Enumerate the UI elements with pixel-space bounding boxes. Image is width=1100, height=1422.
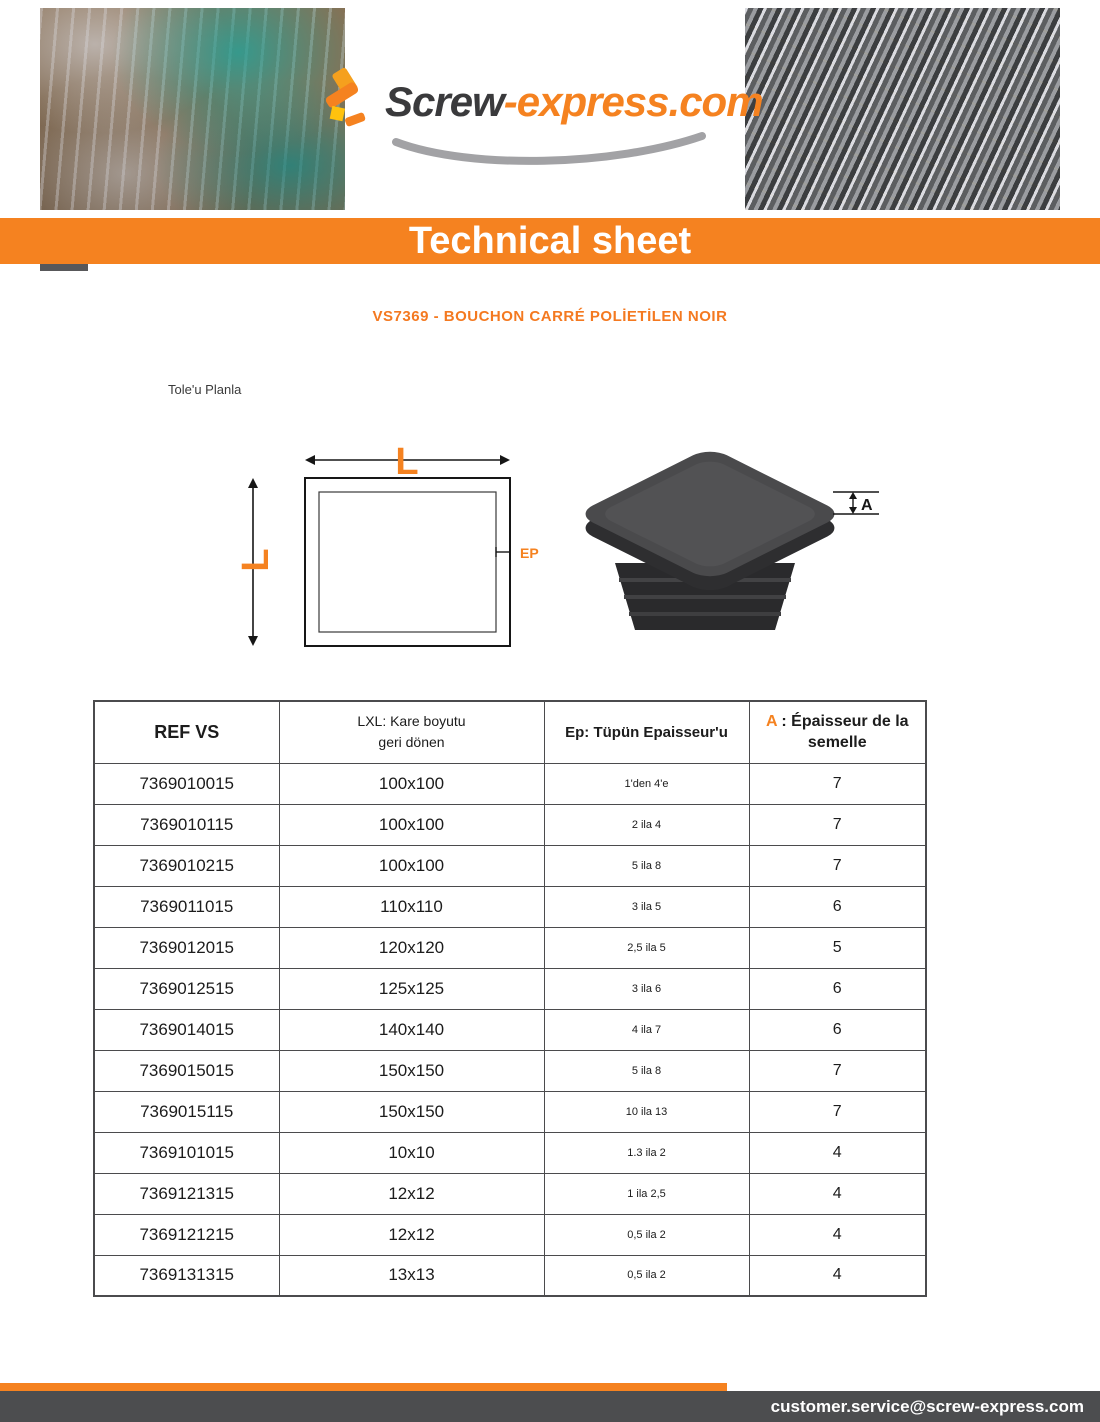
table-cell: 100x100 (279, 845, 544, 886)
table-cell: 4 ila 7 (544, 1009, 749, 1050)
header-sole-rest: : Épaisseur de la semelle (776, 712, 909, 752)
tools-icon (317, 63, 381, 141)
table-cell: 3 ila 5 (544, 886, 749, 927)
header-ref: REF VS (94, 701, 279, 763)
plan-note: Tole'u Planla (168, 382, 242, 397)
table-cell: 110x110 (279, 886, 544, 927)
table-cell: 4 (749, 1255, 926, 1296)
header-wall: Ep: Tüpün Epaisseur'u (544, 701, 749, 763)
table-cell: 100x100 (279, 763, 544, 804)
banner (0, 218, 1100, 264)
table-cell: 7 (749, 804, 926, 845)
footer-orange-strip (0, 1383, 727, 1391)
table-cell: 0,5 ila 2 (544, 1214, 749, 1255)
dim-label-wall: EP (520, 545, 539, 561)
dim-label-length: L (395, 441, 419, 483)
square-outline (305, 478, 510, 646)
table-cell: 7 (749, 845, 926, 886)
a-arrowhead-bottom (849, 507, 857, 514)
table-cell: 140x140 (279, 1009, 544, 1050)
table-cell: 100x100 (279, 804, 544, 845)
table-cell: 5 ila 8 (544, 1050, 749, 1091)
table-cell: 13x13 (279, 1255, 544, 1296)
header-size-line1: LXL: Kare boyutu (357, 713, 466, 730)
header-size (279, 701, 544, 763)
banner-title: Technical sheet (408, 220, 692, 262)
footer-bar (0, 1391, 1100, 1422)
table-cell: 1 ila 2,5 (544, 1173, 749, 1214)
banner-accent-bar (40, 264, 88, 271)
table-row (94, 1173, 926, 1214)
table-cell: 7369121215 (94, 1214, 279, 1255)
table-row (94, 1009, 926, 1050)
table-cell: 7369015015 (94, 1050, 279, 1091)
table-cell: 2 ila 4 (544, 804, 749, 845)
table-cell: 7369011015 (94, 886, 279, 927)
table-row (94, 1214, 926, 1255)
table-row (94, 968, 926, 1009)
arrowhead-top (248, 478, 258, 488)
table-row (94, 804, 926, 845)
table-cell: 4 (749, 1173, 926, 1214)
header-size-line2: geri dönen (378, 734, 445, 751)
brand-name-orange: -express.com (503, 78, 763, 125)
cap-illustration (545, 448, 890, 663)
header-photo-screws (745, 8, 1060, 210)
table-cell: 6 (749, 886, 926, 927)
table-cell: 6 (749, 1009, 926, 1050)
dim-label-width: L (235, 548, 277, 572)
header-photo-workbench (40, 8, 345, 210)
table-cell: 0,5 ila 2 (544, 1255, 749, 1296)
arrowhead-left (305, 455, 315, 465)
table-cell: 7369131315 (94, 1255, 279, 1296)
table-cell: 10 ila 13 (544, 1091, 749, 1132)
a-arrowhead-top (849, 492, 857, 499)
table-cell: 1'den 4'e (544, 763, 749, 804)
table-cell: 7369014015 (94, 1009, 279, 1050)
table-cell: 7369012515 (94, 968, 279, 1009)
footer-email: customer.service@screw-express.com (770, 1397, 1084, 1416)
table-cell: 6 (749, 968, 926, 1009)
table-cell: 7 (749, 763, 926, 804)
table-cell: 10x10 (279, 1132, 544, 1173)
table-header-row (94, 701, 926, 763)
brand-name-dark: Screw (385, 78, 504, 125)
table-row (94, 1132, 926, 1173)
table-cell: 120x120 (279, 927, 544, 968)
table-cell: 12x12 (279, 1173, 544, 1214)
spec-table (93, 700, 927, 1297)
table-cell: 150x150 (279, 1050, 544, 1091)
table-row (94, 886, 926, 927)
brand-logo (345, 8, 763, 210)
table-cell: 4 (749, 1214, 926, 1255)
table-row (94, 1255, 926, 1296)
table-cell: 12x12 (279, 1214, 544, 1255)
dim-label-sole: A (861, 497, 873, 514)
table-cell: 7369010015 (94, 763, 279, 804)
table-cell: 5 ila 8 (544, 845, 749, 886)
table-row (94, 1091, 926, 1132)
page-title: VS7369 - BOUCHON CARRÉ POLİETİLEN NOIR (372, 308, 728, 325)
table-row (94, 927, 926, 968)
table-cell: 7369121315 (94, 1173, 279, 1214)
table-cell: 7369015115 (94, 1091, 279, 1132)
table-cell: 7369012015 (94, 927, 279, 968)
spec-table-container (93, 700, 927, 1297)
table-cell: 5 (749, 927, 926, 968)
dimension-drawing (230, 440, 560, 675)
table-cell: 125x125 (279, 968, 544, 1009)
table-cell: 150x150 (279, 1091, 544, 1132)
brand-name (385, 78, 763, 126)
table-cell: 4 (749, 1132, 926, 1173)
table-cell: 7 (749, 1050, 926, 1091)
cap-top-face (576, 448, 845, 581)
table-cell: 7369010215 (94, 845, 279, 886)
table-cell: 3 ila 6 (544, 968, 749, 1009)
table-row (94, 763, 926, 804)
table-cell: 1.3 ila 2 (544, 1132, 749, 1173)
spec-table-body (94, 763, 926, 1296)
header-sole-prefix: A (765, 712, 777, 730)
arrowhead-right (500, 455, 510, 465)
table-cell: 7369101015 (94, 1132, 279, 1173)
table-cell: 7 (749, 1091, 926, 1132)
logo-swoosh (390, 130, 710, 178)
table-row (94, 845, 926, 886)
table-cell: 2,5 ila 5 (544, 927, 749, 968)
square-inner-outline (319, 492, 496, 632)
table-cell: 7369010115 (94, 804, 279, 845)
header-sole (749, 701, 926, 763)
arrowhead-bottom (248, 636, 258, 646)
table-row (94, 1050, 926, 1091)
